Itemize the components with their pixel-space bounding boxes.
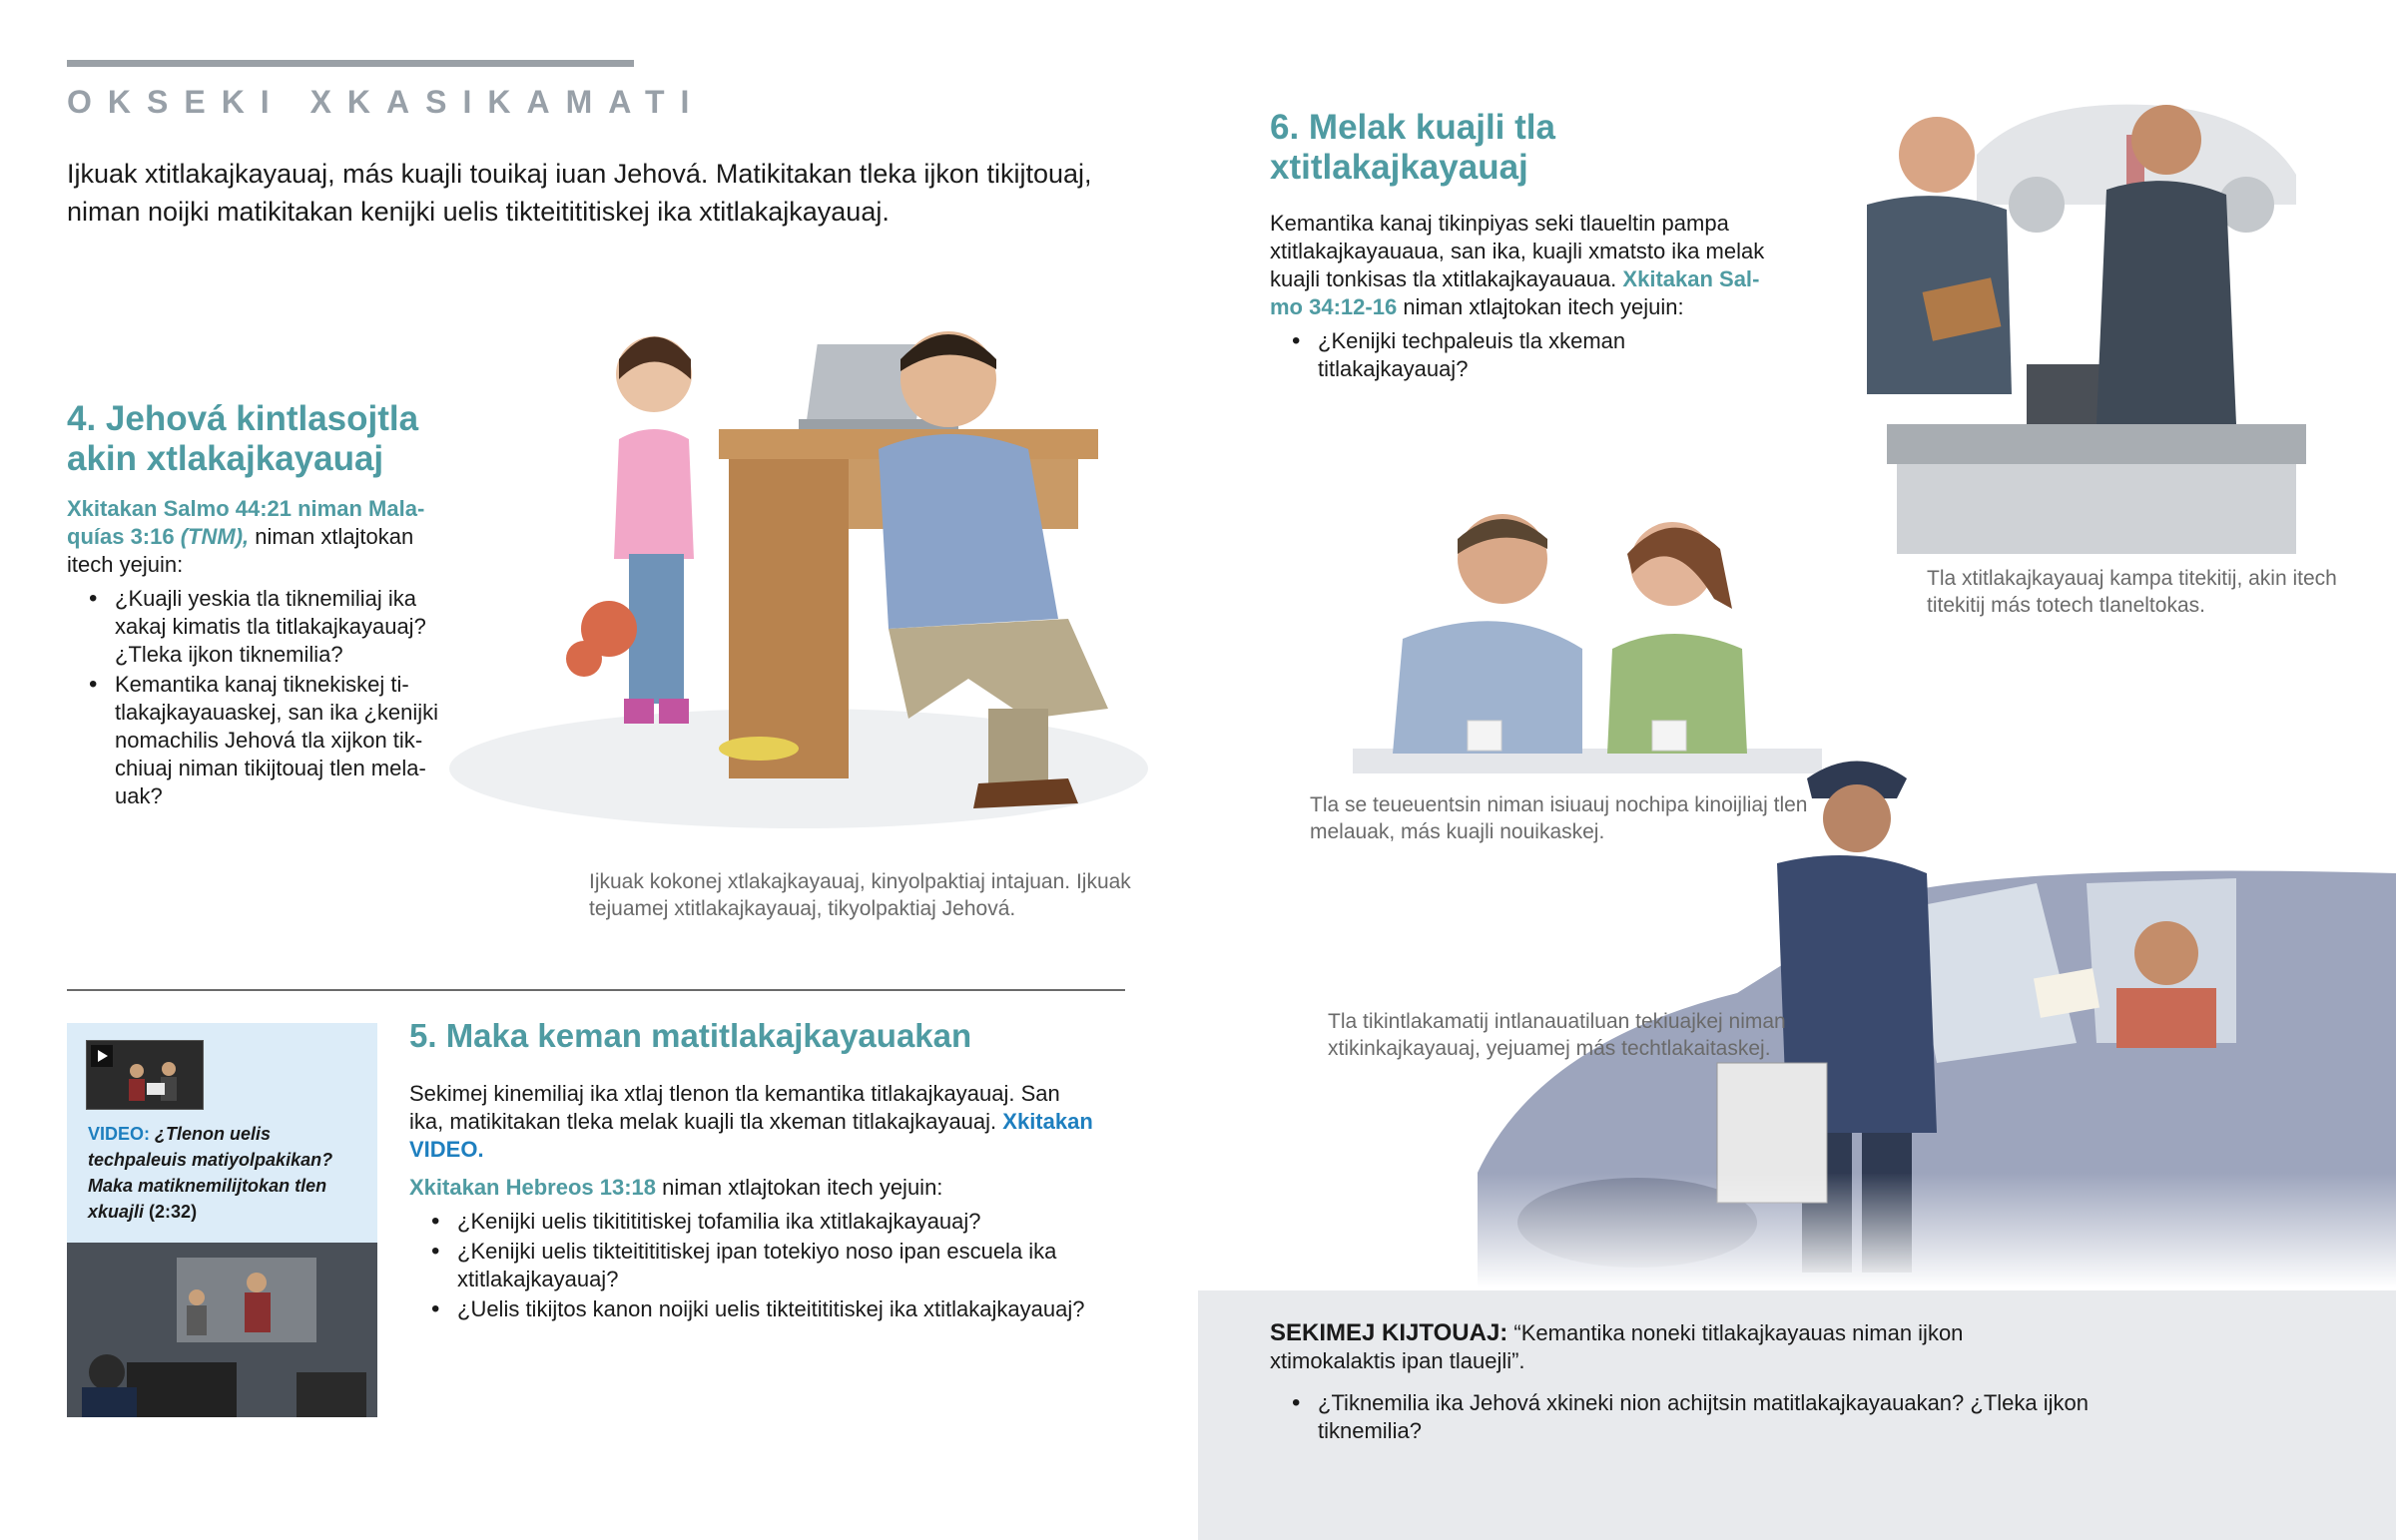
section-kicker: OKSEKI XKASIKAMATI	[67, 84, 706, 120]
section-5-scripture-link[interactable]: Xkitakan Hebreos 13:18	[409, 1175, 657, 1200]
list-item: • ¿Kuajli yeskia tla tiknemiliaj ika xakaj kimatis tla titlakajkayauaj? ¿Tleka ijkon tiknemilia?	[115, 585, 456, 669]
video-thumbnail-art	[117, 1053, 197, 1103]
caption-police: Tla tikintlakamatij intlanauatiluan tekiuajkej niman xtikinkajkayauaj, yejuamej más techtlakaitaskej.	[1328, 1010, 1786, 1060]
section-5-read-rest: niman xtlajtokan itech yejuin:	[662, 1175, 943, 1200]
section-5-text: Sekimej kinemiliaj ika xtlaj tlenon tla kemantika titlakajkayauaj. San ika, matikitakan tleka melak kuajli tla xkeman titlakajkayauaj.	[409, 1081, 1060, 1134]
illustration-mechanics	[1827, 95, 2306, 554]
section-5	[409, 1016, 1098, 1325]
section-4-title: 4. Jehová kintlasojtla akin xtlakajkayauaj	[67, 399, 419, 478]
summary	[1270, 1319, 2089, 1447]
section-4	[67, 399, 456, 812]
summary-statement	[1270, 1319, 2089, 1375]
section-4-scripture-link[interactable]: Xkitakan Salmo 44:21 niman Malaquías 3:16	[67, 496, 425, 549]
intro-paragraph: Ijkuak xtitlakajkayauaj, más kuajli touikaj iuan Jehová. Matikitakan tleka ijkon tikijtouaj, niman noijki matikitakan kenijki uelis tikteitititiskej ika xtitlakajkayauaj.	[67, 159, 1092, 227]
video-caption	[88, 1121, 367, 1225]
section-4-tnm: (TNM),	[180, 524, 250, 549]
caption-mechanics: Tla xtitlakajkayauaj kampa titekitij, akin itech titekitij más totech tlaneltokas.	[1927, 567, 2337, 617]
video-thumbnail[interactable]	[86, 1040, 204, 1110]
section-6-scripture-link[interactable]: Xkitakan Salmo 34:12-16	[1270, 266, 1760, 319]
video-duration: (2:32)	[149, 1202, 198, 1222]
video-label: VIDEO:	[88, 1124, 151, 1144]
section-6-read-rest: niman xtlajtokan itech yejuin:	[1403, 294, 1684, 319]
video-scene-image[interactable]	[67, 1243, 377, 1417]
illustration-girl-father	[469, 299, 1168, 858]
list-item: • ¿Kenijki uelis tikitititiskej tofamilia ika xtitlakajkayauaj?	[457, 1208, 1098, 1236]
section-5-reading	[409, 1174, 1098, 1202]
list-item: • Kemantika kanaj tiknekiskej titlakajkayauaskej, san ika ¿kenijki nomachilis Jehová tla xijkon tikchiuaj niman tikijtouaj tlen melauak?	[115, 671, 456, 810]
section-5-paragraph	[409, 1080, 1098, 1164]
section-6-text: Kemantika kanaj tikinpiyas seki tlaueltin pampa xtitlakajkayauaua, san ika, kuajli xmatsto ika melak kuajli tonkisas tla xtitlakajkayauaua.	[1270, 211, 1765, 291]
summary-label: SEKIMEJ KIJTOUAJ:	[1270, 1319, 1508, 1346]
section-4-questions	[67, 585, 456, 810]
header-rule	[67, 60, 634, 67]
video-link[interactable]: Xkitakan VIDEO.	[409, 1109, 1093, 1162]
list-item: • ¿Kenijki uelis tikteitititiskej ipan totekiyo noso ipan escuela ika xtitlakajkayauaj?	[457, 1238, 1098, 1293]
list-item: • ¿Tiknemilia ika Jehová xkineki nion achijtsin matitlakajkayauakan? ¿Tleka ijkon tiknemilia?	[1318, 1389, 2089, 1445]
list-item: • ¿Uelis tikijtos kanon noijki uelis tikteitititiskej ika xtitlakajkayauaj?	[457, 1295, 1098, 1323]
section-6-paragraph	[1270, 210, 1779, 321]
section-4-read-rest: niman xtlajtokan itech yejuin:	[67, 524, 414, 577]
list-item: • ¿Kenijki techpaleuis tla xkeman titlakajkayauaj?	[1318, 327, 1779, 383]
caption-couple: Tla se teueuentsin niman isiuauj nochipa kinoijliaj tlen melauak, más kuajli nouikaskej.	[1310, 793, 1808, 843]
caption-girl-father: Ijkuak kokonej xtlakajkayauaj, kinyolpaktiaj intajuan. Ijkuak tejuamej xtitlakajkayauaj, tikyolpaktiaj Jehová.	[589, 870, 1131, 920]
section-6-questions	[1270, 327, 1779, 383]
play-icon[interactable]	[91, 1045, 113, 1067]
summary-quote: “Kemantika noneki titlakajkayauas niman ijkon xtimokalaktis ipan tlauejli”.	[1270, 1320, 1964, 1373]
section-6-title: 6. Melak kuajli tla xtitlakajkayauaj	[1270, 108, 1555, 187]
summary-questions	[1270, 1389, 2089, 1445]
illustration-couple	[1343, 499, 1832, 778]
section-divider	[67, 989, 1125, 991]
section-5-questions	[409, 1208, 1098, 1323]
video-scene-art	[67, 1243, 377, 1417]
section-6	[1270, 108, 1779, 385]
section-5-title: 5. Maka keman matitlakajkayauakan	[409, 1017, 972, 1054]
section-4-reading	[67, 495, 456, 579]
video-title[interactable]: ¿Tlenon uelis techpaleuis matiyolpakikan? Maka matiknemilijtokan tlen xkuajli	[88, 1124, 333, 1222]
